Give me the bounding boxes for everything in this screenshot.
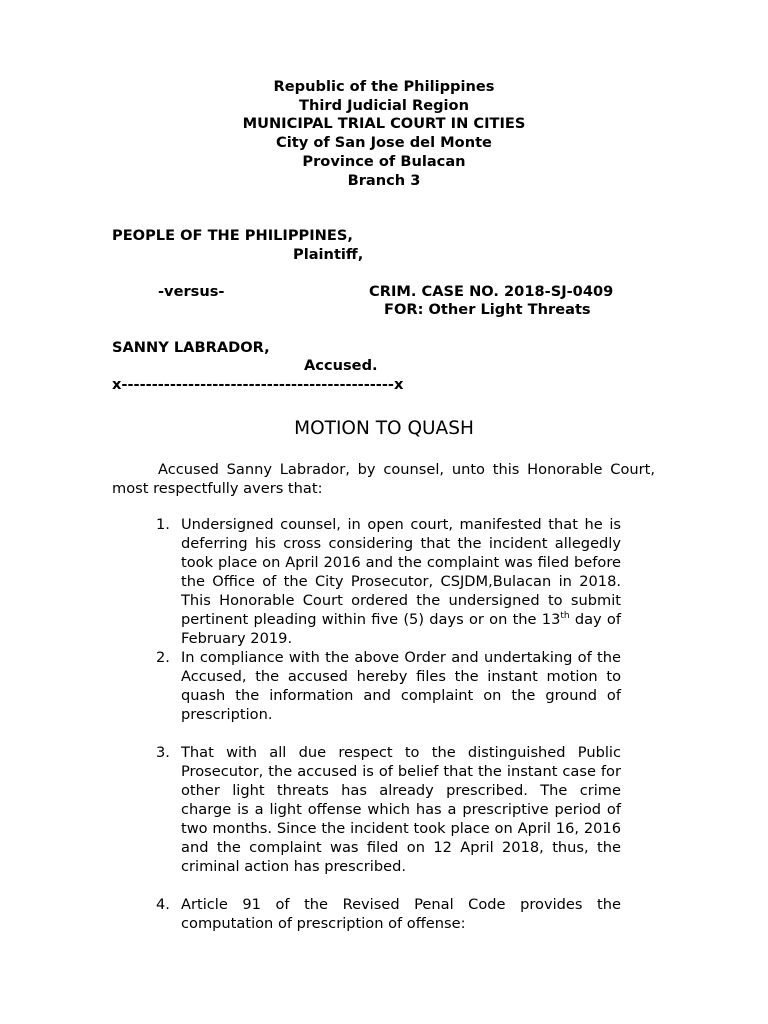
intro-paragraph: Accused Sanny Labrador, by counsel, unto this Honorable Court, most respectfully avers that: xyxy=(112,461,655,497)
list-item xyxy=(148,515,621,648)
case-offense: FOR: Other Light Threats xyxy=(384,301,591,318)
plaintiff-name: PEOPLE OF THE PHILIPPINES, xyxy=(112,227,353,244)
item-text: In compliance with the above Order and undertaking of the Accused, the accused hereby files the instant motion to quash the information and complaint on the ground of prescription. xyxy=(181,649,621,723)
item-text: Article 91 of the Revised Penal Code provides the computation of prescription of offense: xyxy=(181,896,621,932)
numbered-list xyxy=(148,515,621,933)
header-province: Province of Bulacan xyxy=(302,152,466,170)
accused-name: SANNY LABRADOR, xyxy=(112,339,270,356)
list-item xyxy=(148,648,621,724)
item-text: Undersigned counsel, in open court, manifested that he is deferring his cross considering that the incident allegedly took place on April 2016 and the complaint was filed before the Office of the City Prosecutor, CSJDM,Bulacan in 2018. This Honorable Court ordered the undersigned to submit pertinent pleading within five (5) days or on the 13 xyxy=(181,516,621,628)
item-number: 3. xyxy=(156,744,170,761)
item-number: 4. xyxy=(156,896,170,913)
document-title: MOTION TO QUASH xyxy=(294,418,474,439)
court-header xyxy=(0,78,768,190)
item-text-end: day of February 2019. xyxy=(181,611,622,647)
list-item xyxy=(148,743,621,876)
item-number: 2. xyxy=(156,649,170,666)
header-republic: Republic of the Philippines xyxy=(273,78,495,95)
case-number: CRIM. CASE NO. 2018-SJ-0409 xyxy=(369,283,614,300)
accused-role: Accused. xyxy=(304,357,378,374)
header-city: City of San Jose del Monte xyxy=(276,134,492,152)
item-number: 1. xyxy=(156,516,170,533)
list-item xyxy=(148,895,621,933)
plaintiff-role: Plaintiff, xyxy=(293,246,364,263)
header-branch: Branch 3 xyxy=(347,171,421,189)
ordinal-suffix: th xyxy=(560,611,570,622)
item-text: That with all due respect to the distinguished Public Prosecutor, the accused is of belief that the instant case for other light threats has already prescribed. The crime charge is a light offense which has a prescriptive period of two months. Since the incident took place on April 16, 2016 and the complaint was filed on 12 April 2018, thus, the criminal action has prescribed. xyxy=(181,744,621,875)
header-court: MUNICIPAL TRIAL COURT IN CITIES xyxy=(242,115,526,133)
caption-separator: x---------------------------------------------x xyxy=(112,376,404,393)
header-region: Third Judicial Region xyxy=(299,96,469,114)
versus-label: -versus- xyxy=(158,283,225,300)
